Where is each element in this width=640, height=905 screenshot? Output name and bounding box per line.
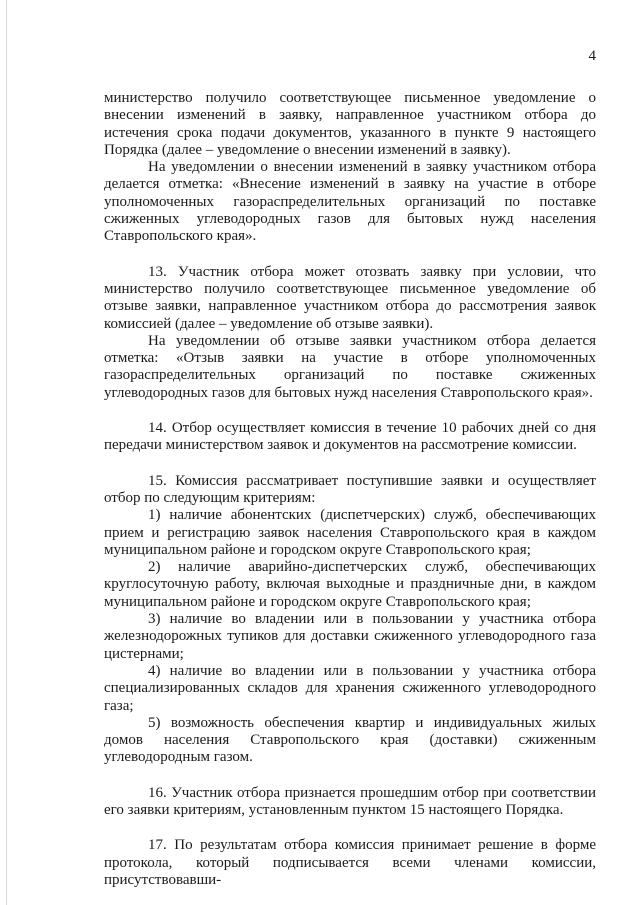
criterion-3: 3) наличие во владении или в пользовании у участника отбора железнодорожных тупиков для доставки сжиженного углеводородного газа цистернами;	[104, 611, 596, 662]
paragraph-13: 13. Участник отбора может отозвать заявку при условии, что министерство получило соответствующее письменное уведомление об отзыве заявки, направленное участником отбора до рассмотрения заявок комиссией (далее – уведомление об отзыве заявки).	[104, 263, 596, 332]
document-body	[104, 90, 596, 889]
page-number: 4	[588, 48, 596, 64]
paragraph-17: 17. По результатам отбора комиссия принимает решение в форме протокола, который подписывается всеми членами комиссии, присутствовавши-	[104, 837, 596, 888]
paragraph-16: 16. Участник отбора признается прошедшим отбор при соответствии его заявки критериям, установленным пунктом 15 настоящего Порядка.	[104, 784, 596, 818]
criterion-2: 2) наличие аварийно-диспетчерских служб, обеспечивающих круглосуточную работу, включая выходные и праздничные дни, в каждом муниципальном районе и городском округе Ставропольского края;	[104, 559, 596, 610]
paragraph-withdraw-mark: На уведомлении об отзыве заявки участником отбора делается отметка: «Отзыв заявки на участие в отборе уполномоченных газораспределительных организаций по поставке сжиженных углеводородных газов для бытовых нужд населения Ставропольского края».	[104, 332, 596, 401]
paragraph-continuation: министерство получило соответствующее письменное уведомление о внесении изменений в заявку, направленное участником отбора до истечения срока подачи документов, указанного в пункте 9 настоящего Порядка (далее – уведомление о внесении изменений в заявку).	[104, 90, 596, 158]
criterion-1: 1) наличие абонентских (диспетчерских) служб, обеспечивающих прием и регистрацию заявок населения Ставропольского края в каждом муниципальном районе и городском округе Ставропольского края;	[104, 507, 596, 558]
paragraph-14: 14. Отбор осуществляет комиссия в течение 10 рабочих дней со дня передачи министерством заявок и документов на рассмотрение комиссии.	[104, 420, 596, 454]
paragraph-change-mark: На уведомлении о внесении изменений в заявку участником отбора делается отметка: «Внесение изменений в заявку на участие в отборе уполномоченных газораспределительных организаций по поставке сжиженных углеводородных газов для бытовых нужд населения Ставропольского края».	[104, 159, 596, 245]
paragraph-15: 15. Комиссия рассматривает поступившие заявки и осуществляет отбор по следующим критериям:	[104, 472, 596, 506]
scan-edge-line	[6, 0, 7, 905]
criterion-4: 4) наличие во владении или в пользовании у участника отбора специализированных складов для хранения сжиженного углеводородного газа;	[104, 662, 596, 714]
criterion-5: 5) возможность обеспечения квартир и индивидуальных жилых домов населения Ставропольского края (доставки) сжиженным углеводородным газом.	[104, 714, 596, 766]
